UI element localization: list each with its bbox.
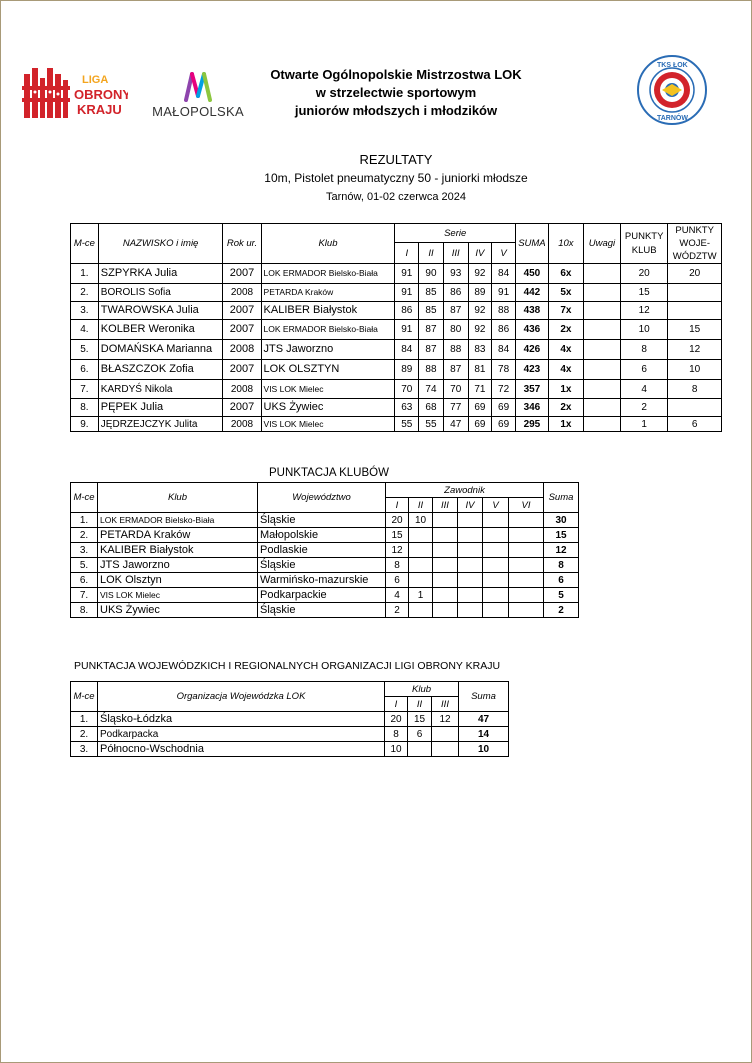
col-tens: 10x	[548, 224, 583, 264]
place-cell: 2.	[71, 528, 98, 543]
col-player-4: IV	[458, 498, 483, 513]
club-cell: JTS Jaworzno	[261, 340, 395, 360]
sum-cell: 6	[544, 573, 579, 588]
series-cell: 92	[468, 302, 492, 320]
club-cell: PETARDA Kraków	[98, 528, 258, 543]
sum-cell: 295	[515, 417, 548, 432]
results-title: REZULTATY	[359, 152, 433, 167]
series-cell: 80	[443, 320, 468, 340]
player-points-cell	[433, 573, 458, 588]
sum-cell: 12	[544, 543, 579, 558]
name-cell: TWAROWSKA Julia	[98, 302, 223, 320]
player-points-cell	[509, 588, 544, 603]
player-points-cell	[483, 558, 509, 573]
regions-table	[70, 681, 509, 757]
club-cell: KALIBER Białystok	[261, 302, 395, 320]
player-points-cell	[483, 528, 509, 543]
club-points-cell: 1	[620, 417, 667, 432]
club-points-cell: 8	[385, 727, 408, 742]
club-points-cell	[432, 742, 459, 757]
club-points-cell	[432, 727, 459, 742]
series-cell: 69	[468, 417, 492, 432]
name-cell: DOMAŃSKA Marianna	[98, 340, 223, 360]
notes-cell	[583, 320, 620, 340]
club-cell: LOK Olsztyn	[98, 573, 258, 588]
player-points-cell	[509, 543, 544, 558]
club-points-cell: 20	[385, 712, 408, 727]
series-cell: 92	[468, 264, 492, 284]
place-cell: 4.	[71, 320, 99, 340]
table-row	[71, 513, 579, 528]
club-cell: PETARDA Kraków	[261, 284, 395, 302]
table-row	[71, 588, 579, 603]
club-cell: JTS Jaworzno	[98, 558, 258, 573]
series-cell: 91	[395, 320, 419, 340]
table-row	[71, 284, 722, 302]
club-cell: LOK OLSZTYN	[261, 360, 395, 380]
voivodeship-cell: Śląskie	[258, 558, 386, 573]
voivodeship-cell: Podkarpackie	[258, 588, 386, 603]
place-cell: 3.	[71, 742, 98, 757]
name-cell: SZPYRKA Julia	[98, 264, 223, 284]
player-points-cell	[409, 603, 433, 618]
club-points-cell: 6	[408, 727, 432, 742]
place-cell: 5.	[71, 558, 98, 573]
series-cell: 78	[492, 360, 516, 380]
voivodeship-points-cell	[668, 399, 722, 417]
player-points-cell	[458, 588, 483, 603]
col-sum: Suma	[459, 682, 509, 712]
year-cell: 2008	[223, 340, 261, 360]
series-cell: 87	[443, 302, 468, 320]
series-cell: 72	[492, 380, 516, 399]
player-points-cell	[458, 573, 483, 588]
voivodeship-points-cell	[668, 284, 722, 302]
player-points-cell	[483, 573, 509, 588]
year-cell: 2008	[223, 417, 261, 432]
col-sum: SUMA	[515, 224, 548, 264]
place-cell: 3.	[71, 543, 98, 558]
club-cell: UKS Żywiec	[98, 603, 258, 618]
voivodeship-points-cell	[668, 302, 722, 320]
table-row	[71, 399, 722, 417]
clubs-table	[70, 482, 579, 618]
series-cell: 88	[419, 360, 444, 380]
player-points-cell	[483, 513, 509, 528]
series-cell: 55	[419, 417, 444, 432]
player-points-cell	[509, 558, 544, 573]
club-cell: KALIBER Białystok	[98, 543, 258, 558]
player-points-cell	[409, 573, 433, 588]
tens-cell: 7x	[548, 302, 583, 320]
col-players: Zawodnik	[386, 483, 544, 498]
club-points-cell: 8	[620, 340, 667, 360]
col-club-1: I	[385, 697, 408, 712]
series-cell: 86	[492, 320, 516, 340]
series-cell: 88	[443, 340, 468, 360]
year-cell: 2007	[223, 399, 261, 417]
series-cell: 69	[492, 399, 516, 417]
series-cell: 55	[395, 417, 419, 432]
sum-cell: 423	[515, 360, 548, 380]
year-cell: 2008	[223, 380, 261, 399]
place-date: Tarnów, 01-02 czerwca 2024	[325, 191, 467, 203]
player-points-cell	[433, 513, 458, 528]
place-cell: 8.	[71, 399, 99, 417]
club-points-cell: 10	[385, 742, 408, 757]
player-points-cell: 4	[386, 588, 409, 603]
place-cell: 8.	[71, 603, 98, 618]
player-points-cell	[409, 558, 433, 573]
results-table	[70, 223, 722, 432]
club-cell: UKS Żywiec	[261, 399, 395, 417]
tens-cell: 6x	[548, 264, 583, 284]
voivodeship-points-cell: 12	[668, 340, 722, 360]
col-organization: Organizacja Wojewódzka LOK	[98, 682, 385, 712]
competition-subtitle: 10m, Pistolet pneumatyczny 50 - juniorki młodsze	[264, 171, 528, 185]
club-points-cell: 12	[620, 302, 667, 320]
col-club: Klub	[385, 682, 459, 697]
name-cell: JĘDRZEJCZYK Julita	[98, 417, 223, 432]
place-cell: 5.	[71, 340, 99, 360]
voivodeship-cell: Warmińsko-mazurskie	[258, 573, 386, 588]
name-cell: PĘPEK Julia	[98, 399, 223, 417]
name-cell: BŁASZCZOK Zofia	[98, 360, 223, 380]
voivodeship-points-cell: 20	[668, 264, 722, 284]
col-place: M-ce	[71, 224, 99, 264]
table-row	[71, 573, 579, 588]
club-cell: VIS LOK Mielec	[98, 588, 258, 603]
player-points-cell	[433, 603, 458, 618]
player-points-cell	[433, 543, 458, 558]
player-points-cell	[509, 528, 544, 543]
series-cell: 70	[443, 380, 468, 399]
club-points-cell: 20	[620, 264, 667, 284]
col-player-2: II	[409, 498, 433, 513]
club-cell: VIS LOK Mielec	[261, 380, 395, 399]
club-points-cell: 15	[408, 712, 432, 727]
series-cell: 89	[395, 360, 419, 380]
regions-title: PUNKTACJA WOJEWÓDZKICH I REGIONALNYCH ORGANIZACJI LIGI OBRONY KRAJU	[74, 660, 501, 672]
series-cell: 93	[443, 264, 468, 284]
place-cell: 6.	[71, 360, 99, 380]
club-points-cell: 12	[432, 712, 459, 727]
player-points-cell: 20	[386, 513, 409, 528]
notes-cell	[583, 399, 620, 417]
series-cell: 87	[419, 340, 444, 360]
col-club: Klub	[261, 224, 395, 264]
col-series-3: III	[443, 243, 468, 264]
series-cell: 90	[419, 264, 444, 284]
notes-cell	[583, 380, 620, 399]
player-points-cell: 6	[386, 573, 409, 588]
place-cell: 1.	[71, 264, 99, 284]
event-discipline: w strzelectwie sportowym	[315, 85, 477, 100]
col-series: Serie	[395, 224, 516, 243]
series-cell: 74	[419, 380, 444, 399]
year-cell: 2007	[223, 320, 261, 340]
club-points-cell	[408, 742, 432, 757]
organization-cell: Podkarpacka	[98, 727, 385, 742]
tens-cell: 5x	[548, 284, 583, 302]
player-points-cell	[433, 588, 458, 603]
year-cell: 2007	[223, 264, 261, 284]
club-points-cell: 15	[620, 284, 667, 302]
place-cell: 9.	[71, 417, 99, 432]
tens-cell: 1x	[548, 380, 583, 399]
player-points-cell: 2	[386, 603, 409, 618]
organization-cell: Śląsko-Łódzka	[98, 712, 385, 727]
player-points-cell	[458, 528, 483, 543]
table-row	[71, 264, 722, 284]
series-cell: 69	[492, 417, 516, 432]
player-points-cell	[458, 513, 483, 528]
col-name: NAZWISKO i imię	[98, 224, 223, 264]
col-club-points: PUNKTY KLUB	[620, 224, 667, 264]
series-cell: 84	[492, 264, 516, 284]
svg-text:TKS ŁOK: TKS ŁOK	[657, 62, 688, 69]
notes-cell	[583, 302, 620, 320]
col-series-4: IV	[468, 243, 492, 264]
malopolska-logo: MAŁOPOLSKA	[148, 70, 248, 120]
table-row	[71, 712, 509, 727]
series-cell: 69	[468, 399, 492, 417]
player-points-cell: 8	[386, 558, 409, 573]
sum-cell: 8	[544, 558, 579, 573]
voivodeship-points-cell: 6	[668, 417, 722, 432]
voivodeship-cell: Śląskie	[258, 513, 386, 528]
col-notes: Uwagi	[583, 224, 620, 264]
voivodeship-cell: Małopolskie	[258, 528, 386, 543]
place-cell: 2.	[71, 727, 98, 742]
table-row	[71, 320, 722, 340]
series-cell: 87	[419, 320, 444, 340]
tens-cell: 4x	[548, 360, 583, 380]
place-cell: 1.	[71, 513, 98, 528]
player-points-cell	[458, 603, 483, 618]
table-row	[71, 543, 579, 558]
sum-cell: 30	[544, 513, 579, 528]
sum-cell: 10	[459, 742, 509, 757]
voivodeship-points-cell: 10	[668, 360, 722, 380]
place-cell: 3.	[71, 302, 99, 320]
club-points-cell: 6	[620, 360, 667, 380]
sum-cell: 47	[459, 712, 509, 727]
sum-cell: 14	[459, 727, 509, 742]
player-points-cell	[509, 513, 544, 528]
voivodeship-points-cell: 8	[668, 380, 722, 399]
table-row	[71, 528, 579, 543]
sum-cell: 450	[515, 264, 548, 284]
player-points-cell	[458, 543, 483, 558]
table-row	[71, 742, 509, 757]
col-player-1: I	[386, 498, 409, 513]
sum-cell: 442	[515, 284, 548, 302]
col-player-3: III	[433, 498, 458, 513]
player-points-cell	[483, 543, 509, 558]
player-points-cell: 12	[386, 543, 409, 558]
place-cell: 1.	[71, 712, 98, 727]
table-row	[71, 380, 722, 399]
series-cell: 86	[443, 284, 468, 302]
tens-cell: 2x	[548, 399, 583, 417]
notes-cell	[583, 417, 620, 432]
series-cell: 81	[468, 360, 492, 380]
organization-cell: Północno-Wschodnia	[98, 742, 385, 757]
voivodeship-points-cell: 15	[668, 320, 722, 340]
col-sum: Suma	[544, 483, 579, 513]
col-series-1: I	[395, 243, 419, 264]
series-cell: 87	[443, 360, 468, 380]
sum-cell: 426	[515, 340, 548, 360]
col-club-2: II	[408, 697, 432, 712]
series-cell: 84	[395, 340, 419, 360]
table-row	[71, 417, 722, 432]
notes-cell	[583, 360, 620, 380]
tens-cell: 1x	[548, 417, 583, 432]
series-cell: 91	[492, 284, 516, 302]
club-cell: VIS LOK Mielec	[261, 417, 395, 432]
place-cell: 7.	[71, 380, 99, 399]
series-cell: 68	[419, 399, 444, 417]
sum-cell: 346	[515, 399, 548, 417]
notes-cell	[583, 284, 620, 302]
tens-cell: 4x	[548, 340, 583, 360]
clubs-title: PUNKTACJA KLUBÓW	[269, 467, 389, 479]
table-row	[71, 360, 722, 380]
series-cell: 91	[395, 284, 419, 302]
player-points-cell	[483, 588, 509, 603]
player-points-cell	[458, 558, 483, 573]
col-place: M-ce	[71, 483, 98, 513]
voivodeship-cell: Podlaskie	[258, 543, 386, 558]
place-cell: 7.	[71, 588, 98, 603]
club-points-cell: 2	[620, 399, 667, 417]
table-row	[71, 727, 509, 742]
table-row	[71, 302, 722, 320]
sum-cell: 436	[515, 320, 548, 340]
series-cell: 92	[468, 320, 492, 340]
series-cell: 70	[395, 380, 419, 399]
table-row	[71, 558, 579, 573]
club-points-cell: 10	[620, 320, 667, 340]
col-place: M-ce	[71, 682, 98, 712]
svg-text:LIGA: LIGA	[82, 74, 109, 86]
liga-obrony-kraju-logo	[22, 64, 128, 120]
place-cell: 2.	[71, 284, 99, 302]
series-cell: 88	[492, 302, 516, 320]
notes-cell	[583, 340, 620, 360]
series-cell: 85	[419, 284, 444, 302]
sum-cell: 15	[544, 528, 579, 543]
series-cell: 85	[419, 302, 444, 320]
player-points-cell	[509, 603, 544, 618]
table-row	[71, 603, 579, 618]
sum-cell: 438	[515, 302, 548, 320]
series-cell: 71	[468, 380, 492, 399]
series-cell: 89	[468, 284, 492, 302]
col-player-6: VI	[509, 498, 544, 513]
player-points-cell: 10	[409, 513, 433, 528]
series-cell: 91	[395, 264, 419, 284]
club-cell: LOK ERMADOR Bielsko-Biała	[261, 264, 395, 284]
notes-cell	[583, 264, 620, 284]
club-cell: LOK ERMADOR Bielsko-Biała	[98, 513, 258, 528]
place-cell: 6.	[71, 573, 98, 588]
player-points-cell	[409, 543, 433, 558]
table-row	[71, 340, 722, 360]
col-series-2: II	[419, 243, 444, 264]
series-cell: 86	[395, 302, 419, 320]
series-cell: 47	[443, 417, 468, 432]
player-points-cell	[409, 528, 433, 543]
player-points-cell	[433, 558, 458, 573]
player-points-cell	[433, 528, 458, 543]
col-club: Klub	[98, 483, 258, 513]
player-points-cell: 1	[409, 588, 433, 603]
year-cell: 2008	[223, 284, 261, 302]
player-points-cell: 15	[386, 528, 409, 543]
col-club-3: III	[432, 697, 459, 712]
sum-cell: 5	[544, 588, 579, 603]
col-series-5: V	[492, 243, 516, 264]
sum-cell: 2	[544, 603, 579, 618]
series-cell: 63	[395, 399, 419, 417]
player-points-cell	[483, 603, 509, 618]
club-points-cell: 4	[620, 380, 667, 399]
col-player-5: V	[483, 498, 509, 513]
name-cell: KOLBER Weronika	[98, 320, 223, 340]
year-cell: 2007	[223, 302, 261, 320]
series-cell: 83	[468, 340, 492, 360]
tks-lok-tarnow-logo	[636, 54, 708, 126]
series-cell: 77	[443, 399, 468, 417]
col-year: Rok ur.	[223, 224, 261, 264]
svg-text:OBRONY: OBRONY	[74, 87, 128, 102]
event-category: juniorów młodszych i młodzików	[294, 103, 498, 118]
player-points-cell	[509, 573, 544, 588]
year-cell: 2007	[223, 360, 261, 380]
sum-cell: 357	[515, 380, 548, 399]
event-title: Otwarte Ogólnopolskie Mistrzostwa LOK	[270, 67, 522, 82]
name-cell: BOROLIS Sofia	[98, 284, 223, 302]
club-cell: LOK ERMADOR Bielsko-Biała	[261, 320, 395, 340]
col-voivodeship: Województwo	[258, 483, 386, 513]
svg-text:TARNÓW: TARNÓW	[657, 115, 688, 122]
name-cell: KARDYŚ Nikola	[98, 380, 223, 399]
col-voivodeship-points: PUNKTY WOJE- WÓDZTW	[668, 224, 722, 264]
tens-cell: 2x	[548, 320, 583, 340]
svg-text:KRAJU: KRAJU	[77, 102, 122, 117]
voivodeship-cell: Śląskie	[258, 603, 386, 618]
series-cell: 84	[492, 340, 516, 360]
event-heading	[240, 66, 552, 120]
